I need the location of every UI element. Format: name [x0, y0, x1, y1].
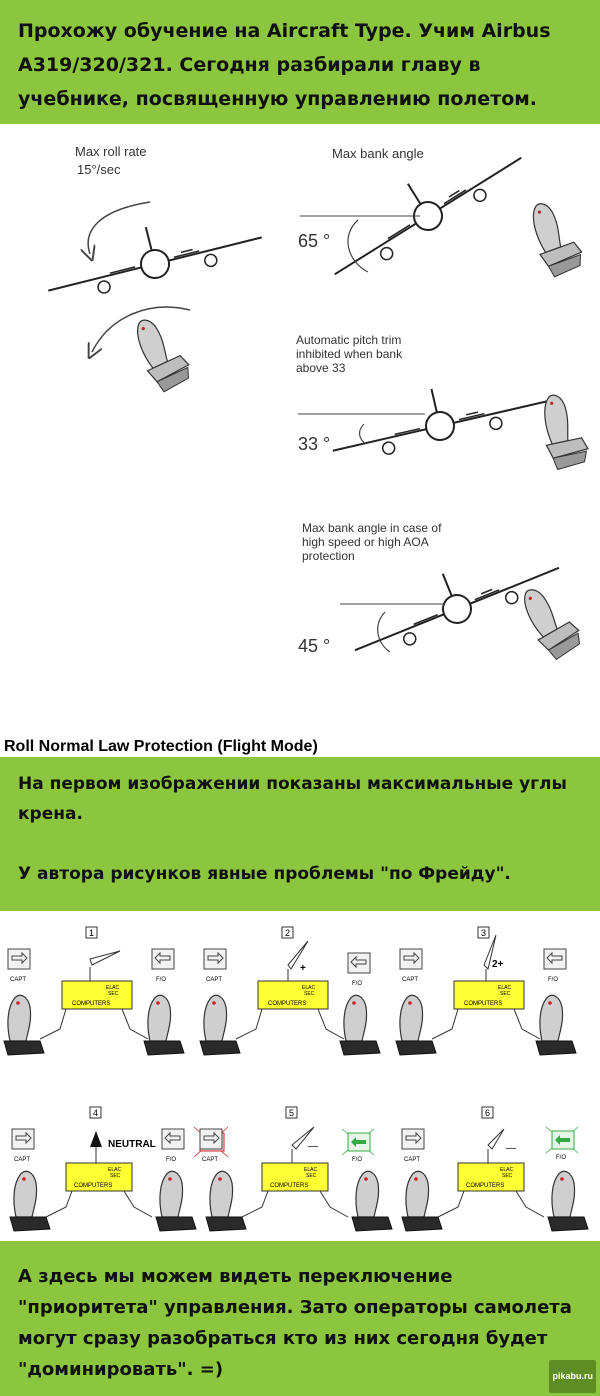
svg-text:ELAC: ELAC — [108, 1167, 122, 1173]
svg-text:ELAC: ELAC — [500, 1167, 514, 1173]
comment-text-1: На первом изображении показаны максимальные углы крена. У автора рисунков явные проблемы "по Фрейду". — [18, 774, 567, 884]
svg-text:ELAC: ELAC — [304, 1167, 318, 1173]
header-banner — [0, 0, 600, 124]
panel-number-3: 3 — [481, 928, 487, 938]
pitch-trim-label: Automatic pitch trim inhibited when bank above 33 — [296, 333, 403, 375]
priority-panel-5 — [200, 1107, 392, 1231]
svg-text:SEC: SEC — [306, 1173, 317, 1179]
fo-label-4: F/O — [166, 1157, 176, 1163]
computers-label-4: COMPUTERS — [74, 1183, 113, 1189]
watermark: pikabu.ru — [549, 1360, 596, 1393]
capt-label-5: CAPT — [202, 1157, 219, 1163]
bank-angle-value: 65 ° — [298, 231, 331, 251]
fo-priority-light-6 — [546, 1127, 578, 1153]
svg-text:ELAC: ELAC — [106, 985, 120, 991]
roll-arrow-upper — [88, 202, 150, 254]
fo-label-1: F/O — [156, 977, 166, 983]
panel-number-4: 4 — [93, 1108, 99, 1118]
panel-number-6: 6 — [485, 1108, 491, 1118]
airplane-roll-rate — [39, 201, 266, 307]
indicator-2: + — [300, 963, 306, 974]
capt-label-4: CAPT — [14, 1157, 31, 1163]
sidestick-priority-diagram — [0, 911, 600, 1241]
svg-text:SEC: SEC — [110, 1173, 121, 1179]
indicator-5: — — [308, 1141, 318, 1152]
sidestick-icon-bank — [524, 196, 587, 279]
sidestick-icon-roll — [127, 311, 194, 395]
fo-priority-light-5 — [342, 1129, 374, 1155]
computers-label-3: COMPUTERS — [464, 1001, 503, 1007]
indicator-4: NEUTRAL — [108, 1139, 156, 1150]
computers-label-5: COMPUTERS — [270, 1183, 309, 1189]
panel-number-5: 5 — [289, 1108, 295, 1118]
comment-text-2: А здесь мы можем видеть переключение "приоритета" управления. Зато операторы самолета могут сразу разобраться кто из них сегодня будет "доминировать". =) — [18, 1266, 572, 1380]
header-text: Прохожу обучение на Aircraft Type. Учим Airbus A319/320/321. Сегодня разбирали главу в учебнике, посвященную управлению полетом. — [18, 20, 551, 110]
svg-text:ELAC: ELAC — [302, 985, 316, 991]
priority-panel-3 — [396, 927, 576, 1055]
angle-arc-45 — [378, 612, 390, 652]
pitch-trim-value: 33 ° — [298, 434, 331, 454]
computers-label-2: COMPUTERS — [268, 1001, 307, 1007]
roll-rate-label: Max roll rate — [75, 144, 147, 159]
panel-number-1: 1 — [89, 928, 95, 938]
panel-number-2: 2 — [285, 928, 291, 938]
protection-value: 45 ° — [298, 636, 331, 656]
priority-panel-6 — [402, 1107, 588, 1231]
priority-panel-2 — [200, 927, 380, 1055]
angle-arc-33 — [360, 424, 366, 444]
comment-banner-1 — [0, 757, 600, 911]
airplane-pitch-trim — [324, 364, 551, 466]
fo-label-6: F/O — [556, 1155, 566, 1161]
priority-panel-1 — [4, 927, 184, 1055]
figure-caption: Roll Normal Law Protection (Flight Mode) — [4, 738, 318, 755]
svg-text:SEC: SEC — [304, 991, 315, 997]
computers-label-6: COMPUTERS — [466, 1183, 505, 1189]
capt-label-6: CAPT — [404, 1157, 421, 1163]
svg-text:ELAC: ELAC — [498, 985, 512, 991]
bank-angle-label: Max bank angle — [332, 146, 424, 161]
roll-protection-diagram — [0, 124, 600, 736]
fo-label-3: F/O — [548, 977, 558, 983]
computers-label-1: COMPUTERS — [72, 1001, 111, 1007]
fo-label-2: F/O — [352, 981, 362, 987]
protection-label: Max bank angle in case of high speed or high AOA protection — [302, 521, 442, 563]
capt-label-2: CAPT — [206, 977, 223, 983]
svg-text:SEC: SEC — [500, 991, 511, 997]
capt-label-3: CAPT — [402, 977, 419, 983]
indicator-6: — — [506, 1143, 516, 1154]
capt-label-1: CAPT — [10, 977, 27, 983]
comment-banner-2 — [0, 1241, 600, 1396]
priority-panel-4 — [10, 1107, 228, 1231]
svg-text:SEC: SEC — [108, 991, 119, 997]
fo-label-5: F/O — [352, 1157, 362, 1163]
svg-text:SEC: SEC — [502, 1173, 513, 1179]
sidestick-icon-protection — [514, 579, 585, 663]
indicator-3: 2+ — [492, 959, 504, 970]
roll-rate-value: 15°/sec — [77, 162, 121, 177]
